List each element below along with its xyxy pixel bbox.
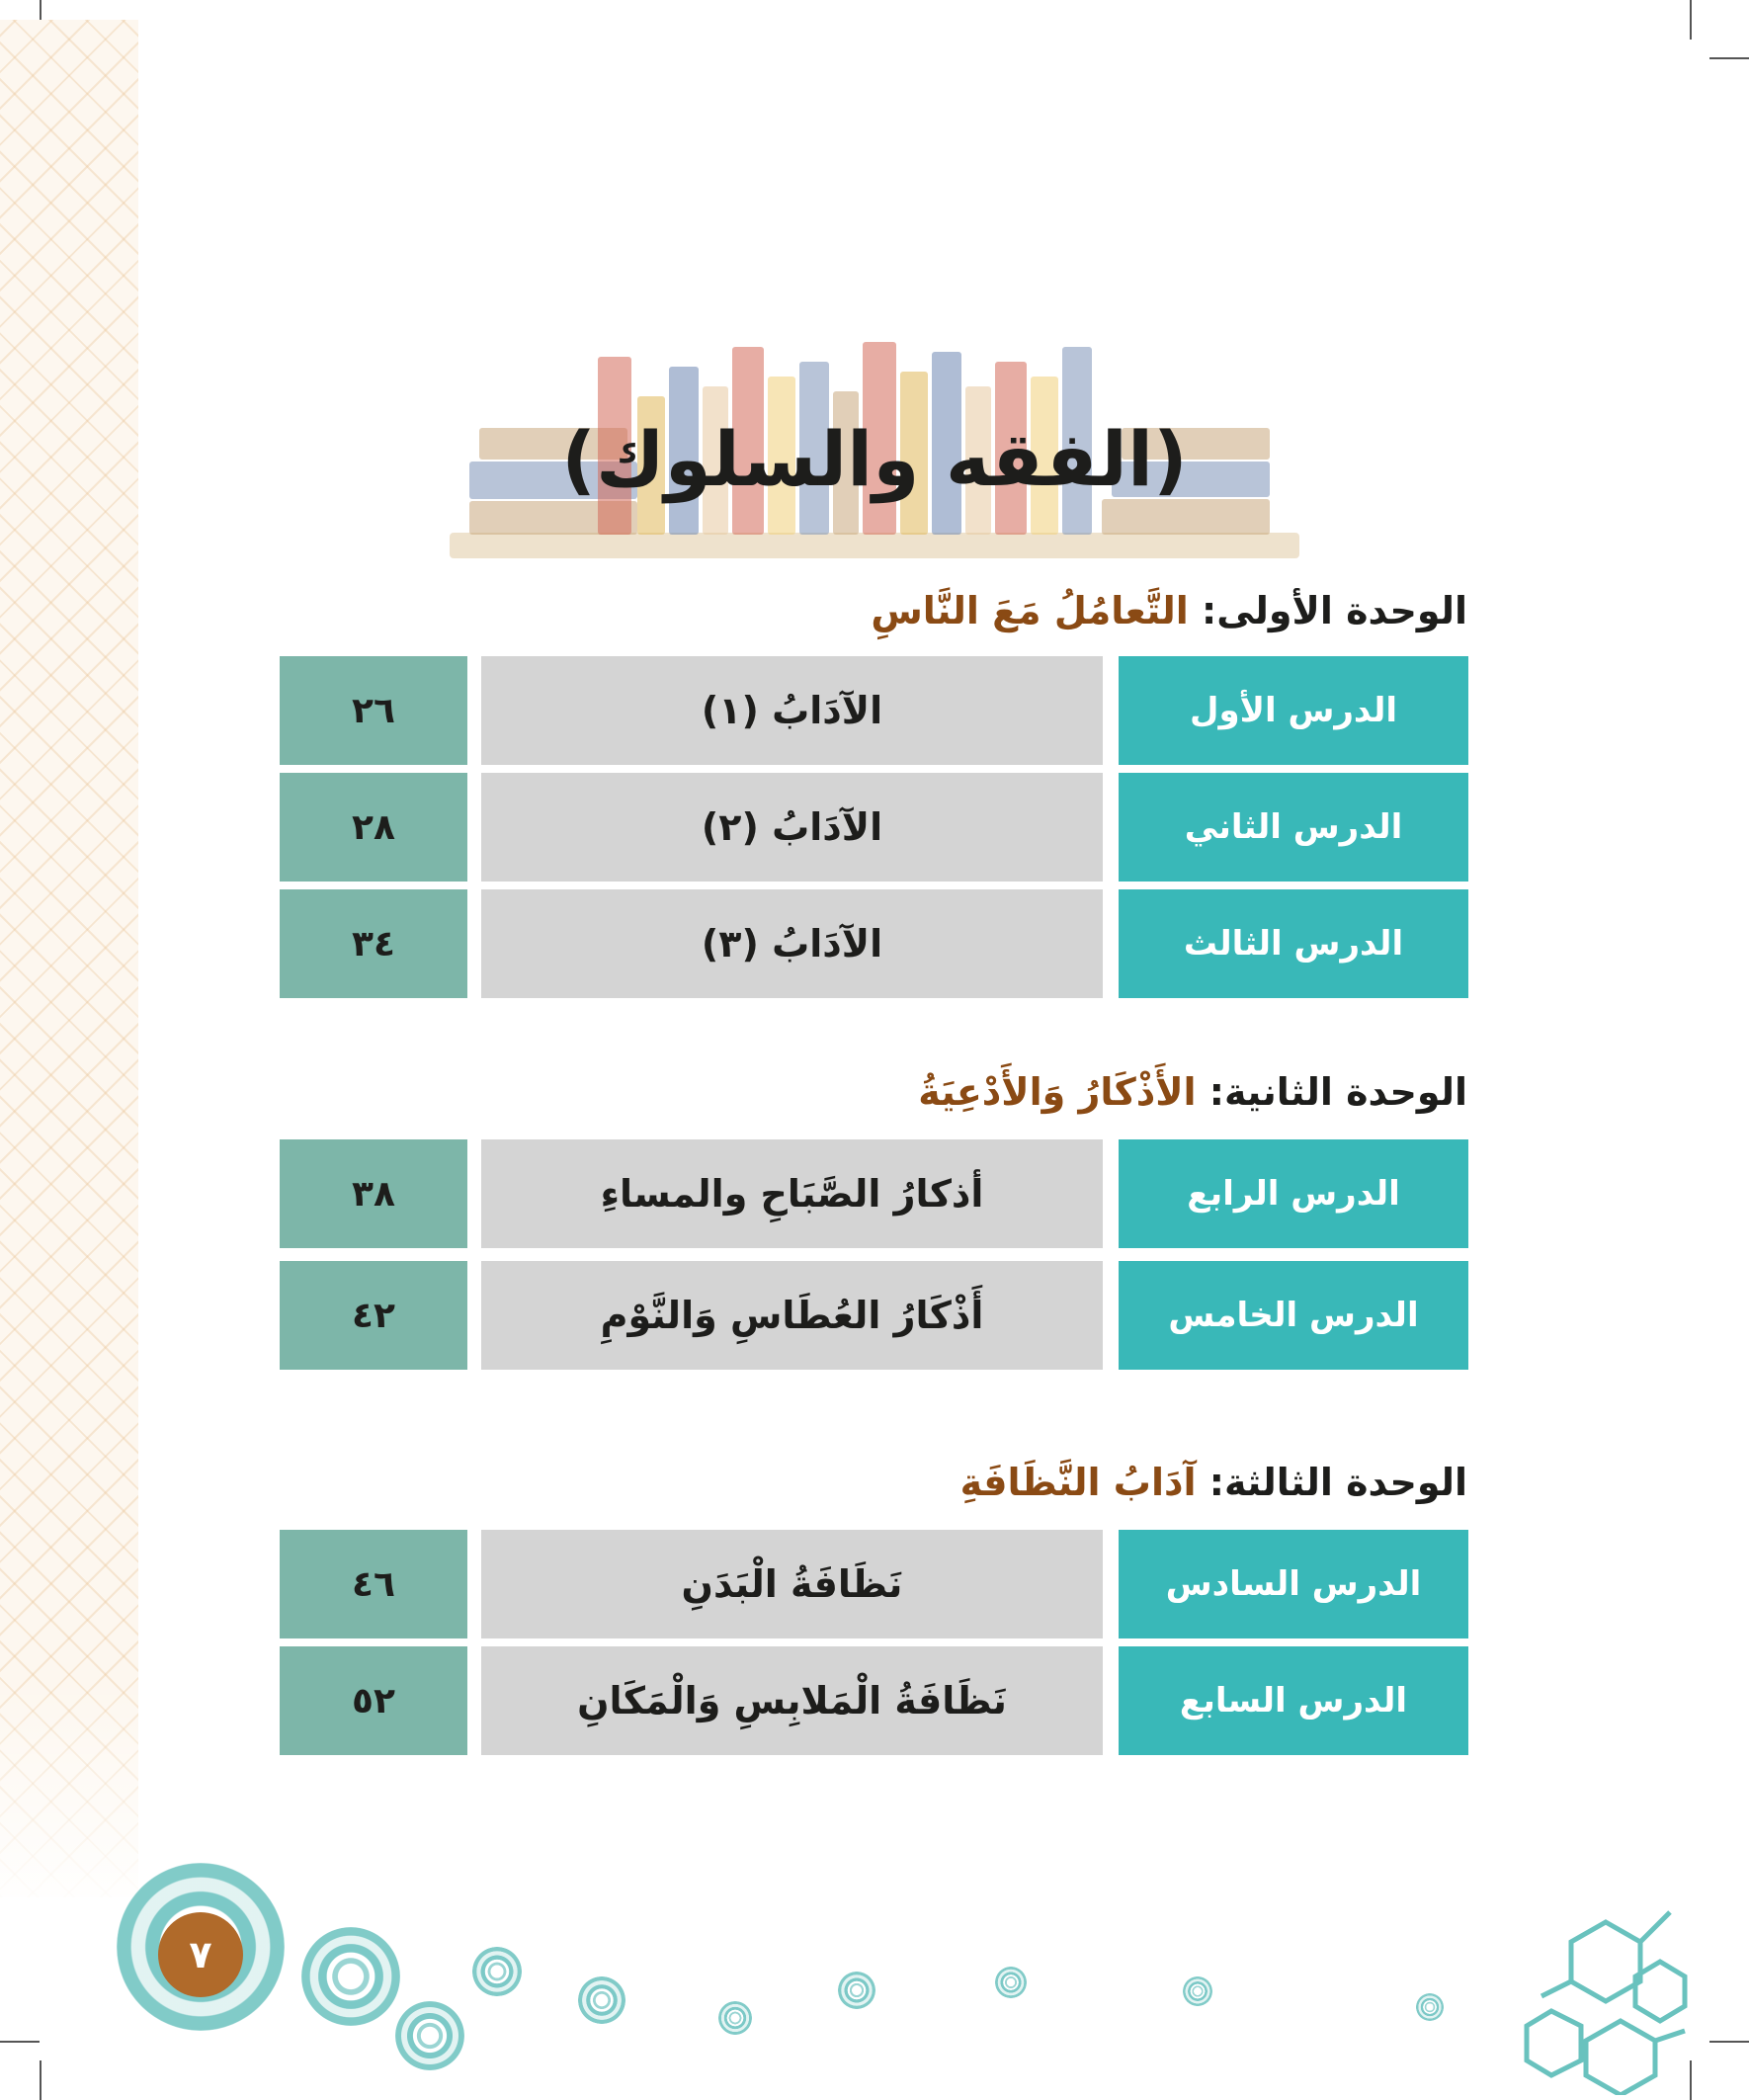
crop-mark xyxy=(0,2041,40,2043)
unit-prefix: الوحدة الأولى: xyxy=(1188,589,1467,632)
unit-name: الأَذْكَارُ وَالأَدْعِيَةُ xyxy=(918,1070,1197,1114)
unit-prefix: الوحدة الثانية: xyxy=(1196,1070,1467,1114)
rosette-ornament xyxy=(718,2001,752,2035)
lesson-title: أَذْكَارُ العُطَاسِ وَالنَّوْمِ xyxy=(481,1261,1103,1370)
lesson-row[interactable] xyxy=(280,1261,1468,1370)
page-number-badge: ٧ xyxy=(158,1912,243,1997)
lesson-title: الآدَابُ (١) xyxy=(481,656,1103,765)
lesson-row[interactable] xyxy=(280,1530,1468,1638)
lesson-page: ٣٨ xyxy=(280,1139,467,1248)
rosette-ornament xyxy=(578,1976,625,2024)
lesson-label: الدرس الأول xyxy=(1119,656,1468,765)
crop-mark xyxy=(1709,2041,1749,2043)
lesson-label: الدرس الرابع xyxy=(1119,1139,1468,1248)
geometric-ornament xyxy=(1522,1902,1690,2095)
page-title: (الفقه والسلوك) xyxy=(561,415,1188,503)
crop-mark xyxy=(1690,0,1692,40)
unit-name: التَّعامُلُ مَعَ النَّاسِ xyxy=(871,589,1189,632)
lesson-label: الدرس الثالث xyxy=(1119,889,1468,998)
unit-prefix: الوحدة الثالثة: xyxy=(1196,1461,1467,1504)
unit-name: آدَابُ النَّظَافَةِ xyxy=(959,1461,1197,1504)
rosette-ornament xyxy=(301,1927,400,2026)
lesson-page: ٢٦ xyxy=(280,656,467,765)
lesson-title: أذكارُ الصَّبَاحِ والمساءِ xyxy=(481,1139,1103,1248)
decorative-border xyxy=(0,20,138,1897)
lesson-label: الدرس الخامس xyxy=(1119,1261,1468,1370)
lesson-page: ٥٢ xyxy=(280,1646,467,1755)
lesson-label: الدرس الثاني xyxy=(1119,773,1468,882)
unit-heading-2 xyxy=(918,1070,1467,1114)
lesson-row[interactable] xyxy=(280,656,1468,765)
crop-mark xyxy=(40,2060,42,2100)
unit-heading-1 xyxy=(871,589,1467,632)
lesson-page: ٤٦ xyxy=(280,1530,467,1638)
lesson-title: نَظَافَةُ الْمَلابِسِ وَالْمَكَانِ xyxy=(481,1646,1103,1755)
lesson-row[interactable] xyxy=(280,1139,1468,1248)
rosette-ornament xyxy=(838,1972,875,2009)
lesson-title: الآدَابُ (٢) xyxy=(481,773,1103,882)
bookshelf xyxy=(450,533,1299,558)
lesson-label: الدرس السادس xyxy=(1119,1530,1468,1638)
rosette-ornament xyxy=(1183,1976,1212,2006)
lesson-title: نَظَافَةُ الْبَدَنِ xyxy=(481,1530,1103,1638)
lesson-label: الدرس السابع xyxy=(1119,1646,1468,1755)
lesson-page: ٣٤ xyxy=(280,889,467,998)
lesson-row[interactable] xyxy=(280,1646,1468,1755)
lesson-row[interactable] xyxy=(280,889,1468,998)
lesson-page: ٢٨ xyxy=(280,773,467,882)
unit-heading-3 xyxy=(960,1461,1467,1504)
crop-mark xyxy=(1690,2060,1692,2100)
rosette-ornament xyxy=(472,1947,522,1996)
book-shape xyxy=(1102,499,1270,535)
lesson-row[interactable] xyxy=(280,773,1468,882)
decorative-border-fade xyxy=(0,1680,138,1917)
rosette-ornament xyxy=(1416,1993,1444,2021)
rosette-ornament xyxy=(995,1967,1027,1998)
crop-mark xyxy=(1709,57,1749,59)
lesson-title: الآدَابُ (٣) xyxy=(481,889,1103,998)
rosette-ornament xyxy=(395,2001,464,2070)
lesson-page: ٤٢ xyxy=(280,1261,467,1370)
